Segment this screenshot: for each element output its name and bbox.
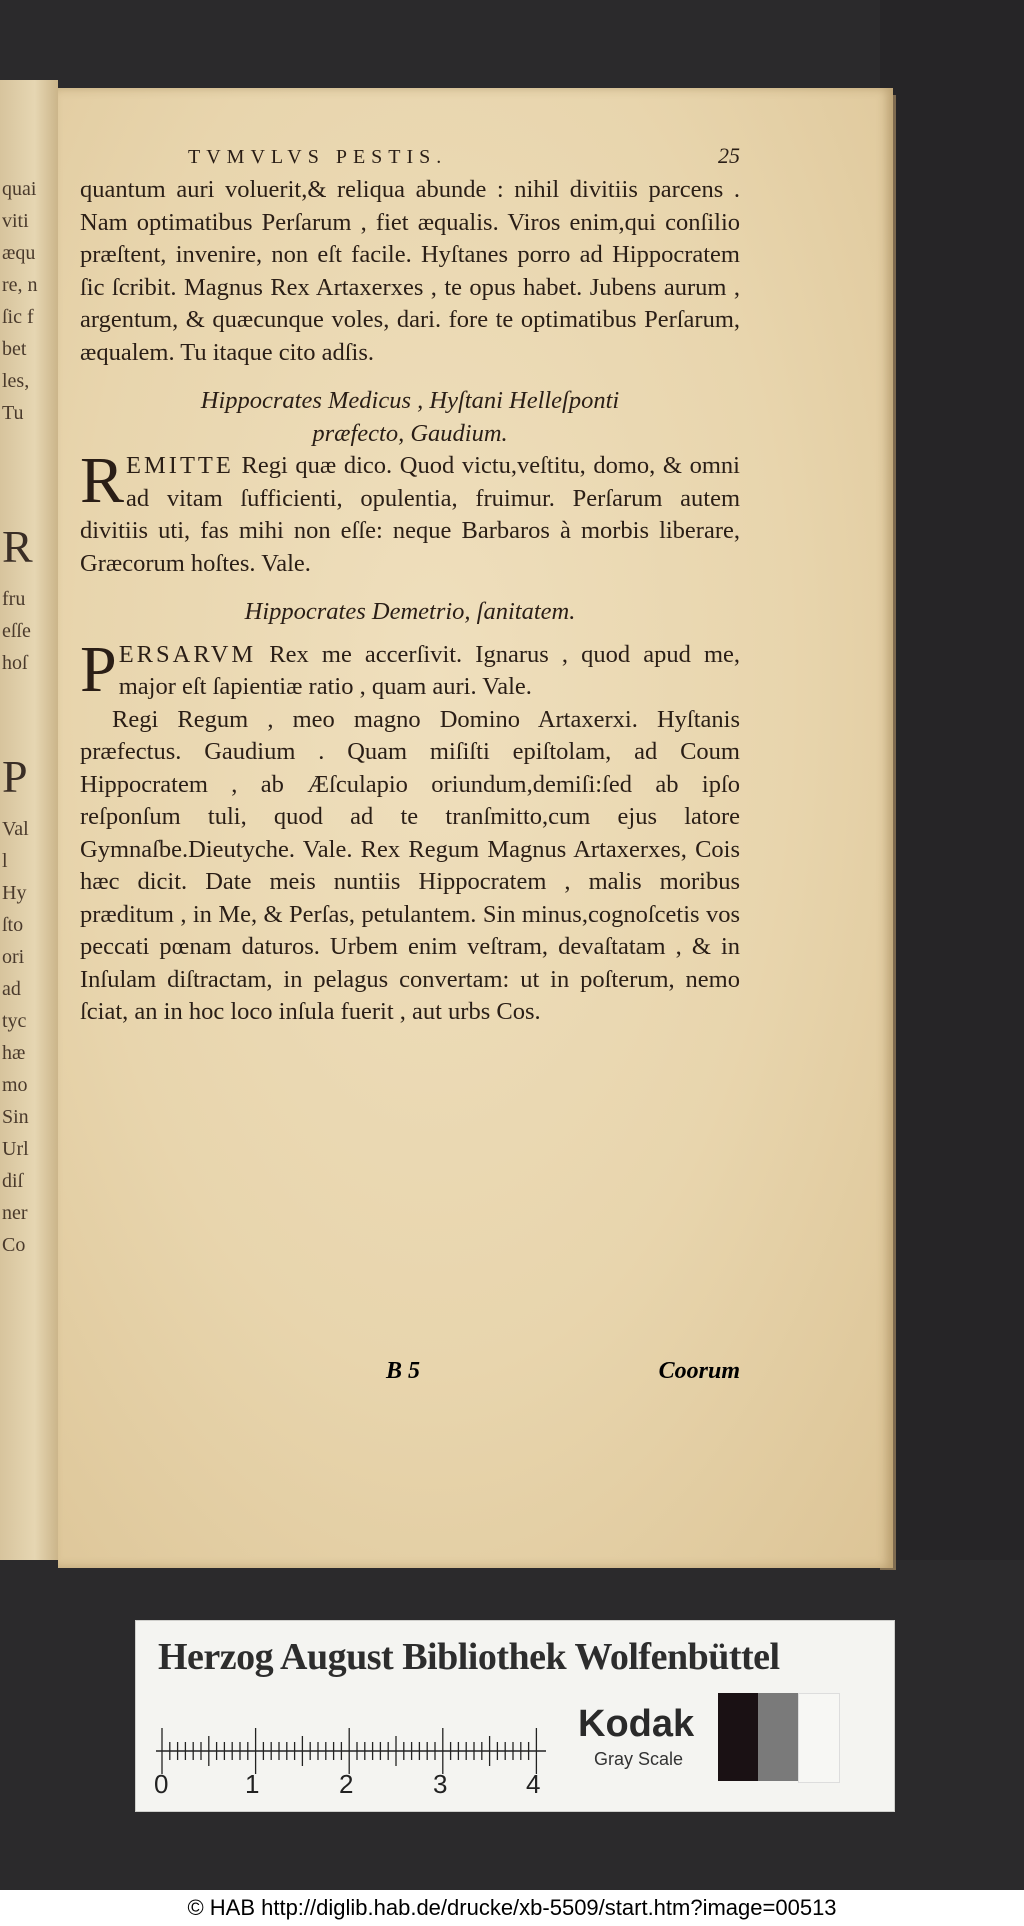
prev-fragment: tyc	[2, 1010, 27, 1032]
page-number: 25	[718, 143, 740, 168]
letter-1	[80, 444, 740, 580]
prev-fragment: æqu	[2, 242, 36, 264]
page-footer	[80, 1358, 740, 1394]
letter-1-text: Regi quæ dico. Quod victu,veſtitu, domo, & omni ad vitam ſufficienti, opulentia, fruimur. Perſarum autem divitiis uti, fas mihi non eſſe: neque Barbaros à morbis liberare, Græcorum hoſtes. Vale.	[80, 452, 740, 577]
prev-fragment: ſto	[2, 914, 24, 936]
dropcap-r: R	[80, 444, 125, 517]
prev-fragment: l	[2, 850, 8, 872]
prev-fragment: fru	[2, 588, 26, 610]
ruler-number-3: 3	[433, 1769, 448, 1799]
signature-mark: B 5	[386, 1358, 421, 1384]
color-reference-card	[135, 1620, 895, 1812]
prev-fragment: les,	[2, 370, 30, 392]
prev-fragment: mo	[2, 1074, 28, 1096]
prev-fragment: hoſ	[2, 652, 28, 674]
library-name: Herzog August Bibliothek Wolfenbüttel	[158, 1636, 780, 1678]
prev-fragment: viti	[2, 210, 29, 232]
letter-heading-1	[80, 385, 740, 450]
prev-fragment: Co	[2, 1234, 26, 1256]
paragraph-last: Regi Regum , meo magno Domino Artaxerxi. Hyſtanis præfectus. Gaudium . Quam miſiſti epiſtolam, ad Coum Hippocratem , ab Æſculapio oriundum,demiſi:ſed ab ipſo reſponſum tuli, quod ad te tranſmitto,cum ejus latore Gymnaſbe.Dieutyche. Vale. Rex Regum Magnus Artaxerxes, Cois hæc dicit. Date meis nuntiis Hippocratem , malis moribus præditum , in Me, & Perſas, petulantem. Sin minus,cognoſcetis vos peccati pœnam daturos. Urbem enim veſtram, devaſtatam , & in Inſulam diſtractam, in pelagus convertam: ut in poſterum, nemo ſciat, an in hoc loco inſula fuerit , aut urbs Cos.	[80, 705, 740, 1025]
prev-fragment: diſ	[2, 1170, 24, 1192]
letter-heading-1-line2: præfecto, Gaudium.	[312, 419, 508, 447]
prev-fragment: ſic f	[2, 306, 34, 328]
page-text	[80, 140, 740, 1029]
gray-scale-label: Gray Scale	[594, 1749, 684, 1769]
prev-fragment: hæ	[2, 1042, 26, 1064]
catchword: Coorum	[658, 1358, 740, 1384]
white-swatch	[798, 1693, 840, 1783]
black-swatch	[718, 1693, 758, 1781]
prev-fragment: R	[2, 521, 33, 572]
ruler	[156, 1703, 546, 1803]
ruler-number-2: 2	[339, 1769, 354, 1799]
running-title: TVMVLVS PESTIS.	[188, 146, 448, 168]
running-head	[80, 140, 740, 174]
prev-fragment: re, n	[2, 274, 38, 296]
kodak-logo: Kodak	[578, 1703, 695, 1745]
prev-fragment: Sin	[2, 1106, 29, 1128]
letter-heading-2: Hippocrates Demetrio, ſanitatem.	[244, 598, 576, 625]
letter-heading-1-line1: Hippocrates Medicus , Hyſtani Helleſponti	[200, 387, 620, 414]
prev-fragment: ad	[2, 978, 21, 1000]
ruler-number-4: 4	[526, 1769, 541, 1799]
prev-fragment: ner	[2, 1202, 28, 1224]
prev-fragment: P	[2, 751, 28, 802]
prev-fragment: Val	[2, 818, 29, 840]
prev-fragment: eſſe	[2, 620, 31, 642]
letter-1-lead: EMITTE	[126, 452, 234, 479]
ruler-number-1: 1	[245, 1769, 260, 1799]
paragraph-1: quantum auri voluerit,& reliqua abunde : nihil divitiis parcens . Nam optimatibus Perſarum , fiet æqualis. Viros enim,qui conſilio præſtent, invenire, non eſt facile. Hyſtanes porro ad Hippocratem ſic ſcribit. Magnus Rex Artaxerxes , te opus habet. Jubens aurum , argentum, & quæcunque voles, dari. fore te optimatibus Perſarum, æqualem. Tu itaque cito adſis.	[80, 176, 740, 366]
letter-2	[80, 632, 740, 706]
prev-fragment: ori	[2, 946, 25, 968]
background-right	[880, 0, 1024, 1560]
previous-page-edge	[0, 80, 58, 1560]
prev-fragment: Tu	[2, 402, 24, 424]
book-page	[58, 88, 893, 1568]
ruler-number-0: 0	[154, 1769, 169, 1799]
prev-fragment: quai	[2, 178, 37, 200]
letter-2-text: Rex me accerſivit. Ignarus , quod apud me, major eſt ſapientiæ ratio , quam auri. Vale.	[118, 640, 740, 700]
gray-swatch	[758, 1693, 798, 1781]
dropcap-p: P	[80, 632, 117, 706]
copyright-footer: © HAB http://diglib.hab.de/drucke/xb-5509/start.htm?image=00513	[0, 1890, 1024, 1926]
letter-2-lead: ERSARVM	[118, 640, 257, 668]
prev-fragment: Hy	[2, 882, 27, 904]
prev-fragment: Url	[2, 1138, 29, 1160]
prev-fragment: bet	[2, 338, 27, 360]
